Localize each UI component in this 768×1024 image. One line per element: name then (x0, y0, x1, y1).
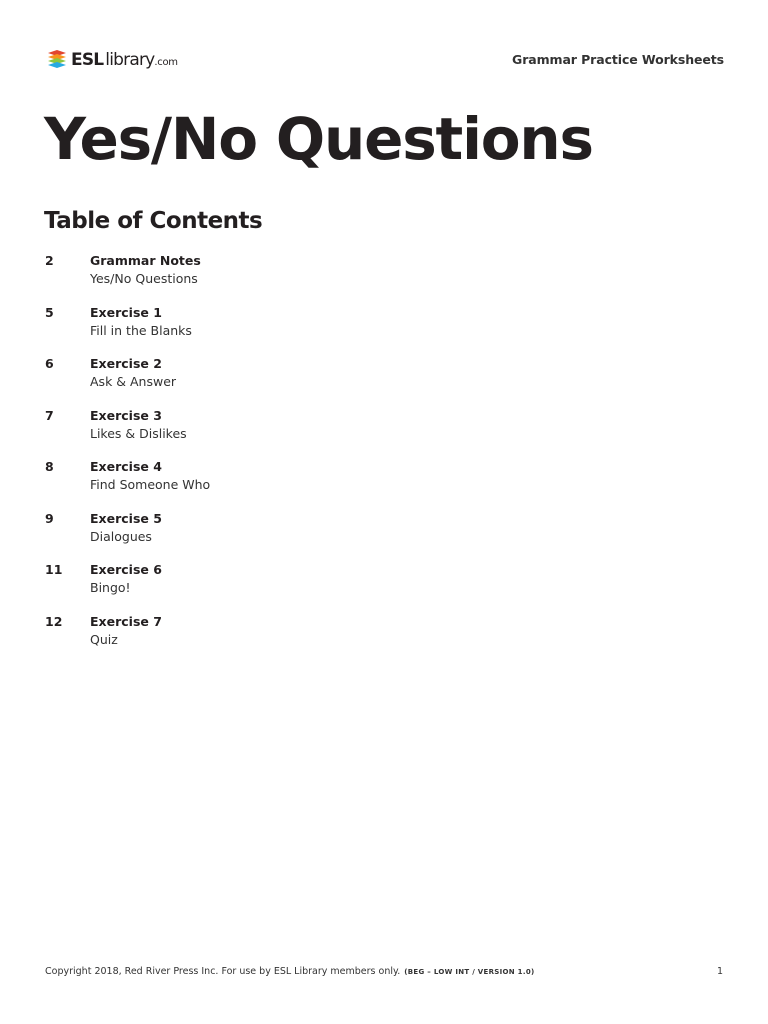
page-title: Yes/No Questions (44, 105, 593, 173)
toc-item[interactable] (45, 613, 545, 665)
logo-com-text: .com (154, 56, 178, 68)
toc-item-title: Exercise 7 (90, 613, 162, 629)
toc-page-number: 8 (45, 459, 54, 474)
toc-item-title: Exercise 5 (90, 510, 162, 526)
toc-item-title: Exercise 3 (90, 407, 162, 423)
toc-page-number: 11 (45, 562, 63, 577)
toc-item[interactable] (45, 355, 545, 407)
table-of-contents (45, 252, 545, 664)
toc-item-title: Grammar Notes (90, 253, 201, 268)
logo-library-text: library (105, 49, 155, 70)
toc-page-number: 5 (45, 304, 54, 320)
toc-item[interactable] (45, 252, 545, 304)
toc-item-subtitle: Fill in the Blanks (90, 322, 192, 338)
toc-page-number: 9 (45, 510, 54, 526)
toc-item-subtitle: Bingo! (90, 580, 131, 595)
toc-item-title: Exercise 1 (90, 304, 162, 320)
toc-item-subtitle: Find Someone Who (90, 477, 211, 492)
page-footer (45, 966, 723, 982)
toc-item[interactable] (45, 561, 545, 613)
page-number: 1 (716, 966, 723, 977)
toc-item[interactable] (45, 407, 545, 459)
toc-item-subtitle: Dialogues (90, 528, 152, 544)
toc-page-number: 2 (45, 253, 54, 268)
logo-esl-text: ESL (71, 49, 104, 70)
toc-item-title: Exercise 6 (90, 562, 162, 577)
toc-page-number: 7 (45, 407, 54, 423)
page-header (46, 44, 724, 76)
toc-item-subtitle: Quiz (90, 631, 118, 647)
toc-page-number: 6 (45, 356, 54, 371)
esl-library-logo[interactable] (46, 46, 178, 74)
toc-heading: Table of Contents (44, 208, 263, 234)
toc-item-title: Exercise 2 (90, 356, 162, 371)
footer-copyright (45, 966, 535, 977)
copyright-text: Copyright 2018, Red River Press Inc. For use by ESL Library members only. (45, 966, 401, 977)
version-label: (BEG – LOW INT / VERSION 1.0) (404, 968, 535, 976)
toc-item-subtitle: Ask & Answer (90, 374, 177, 389)
toc-item-title: Exercise 4 (90, 459, 162, 474)
logo-wordmark (71, 49, 178, 70)
toc-item[interactable] (45, 458, 545, 510)
toc-item[interactable] (45, 304, 545, 356)
toc-item[interactable] (45, 510, 545, 562)
toc-item-subtitle: Yes/No Questions (90, 271, 198, 286)
series-title: Grammar Practice Worksheets (512, 52, 724, 67)
stacked-books-icon (46, 48, 68, 72)
toc-page-number: 12 (45, 613, 63, 629)
toc-item-subtitle: Likes & Dislikes (90, 425, 187, 441)
